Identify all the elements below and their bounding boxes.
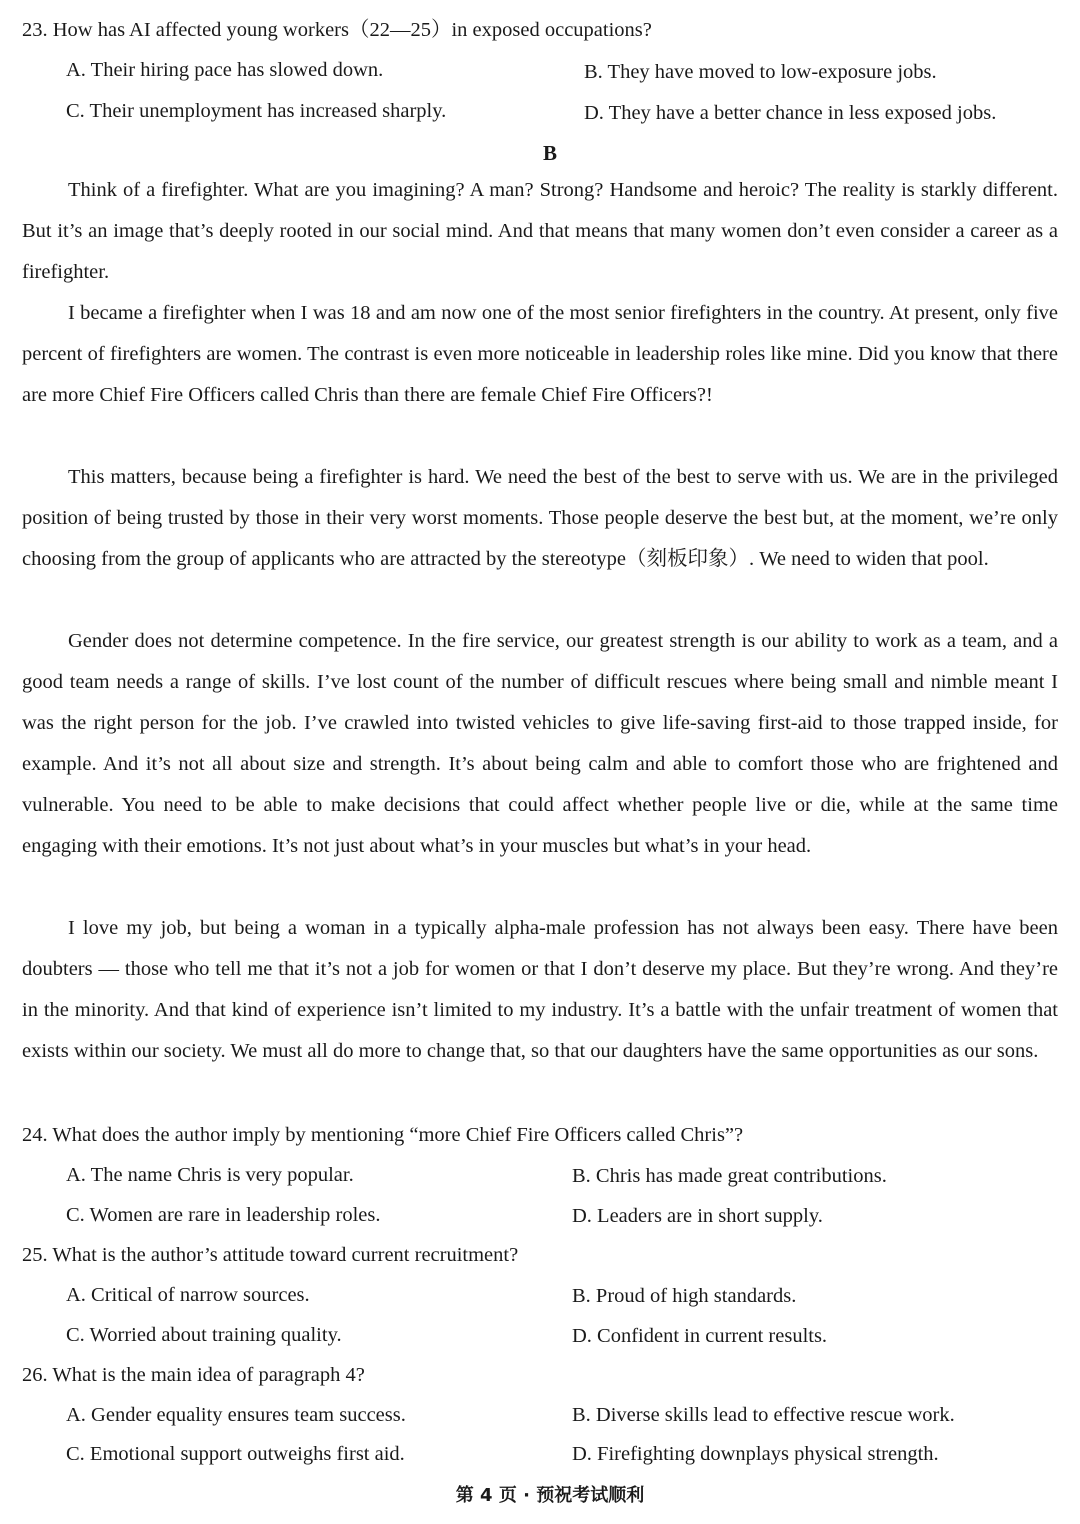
- passage-paragraph-2: I became a firefighter when I was 18 and am now one of the most senior firefighters in the country. At present, only five percent of firefighters are women. The contrast is even more noticeable in leadership roles like mine. Did you know that there are more Chief Fire Officers called Chris than there are female Chief Fire Officers?!: [22, 302, 1058, 406]
- question-23-option-c: C. Their unemployment has increased sharply.: [66, 100, 447, 122]
- question-24-option-a: A. The name Chris is very popular.: [66, 1164, 354, 1186]
- question-24-option-c: C. Women are rare in leadership roles.: [66, 1204, 381, 1226]
- section-heading: B: [542, 141, 557, 165]
- question-25-stem: 25. What is the author’s attitude toward current recruitment?: [22, 1244, 519, 1266]
- question-26-option-a: A. Gender equality ensures team success.: [66, 1404, 406, 1426]
- passage-paragraph-4: Gender does not determine competence. In the fire service, our greatest strength is our ability to work as a team, and a good team needs a range of skills. I’ve lost count of the number of difficult rescues where being small and nimble meant I was the right person for the job. I’ve crawled into twisted vehicles to give life-saving first-aid to those trapped inside, for example. And it’s not all about size and strength. It’s about being calm and able to comfort those who are frightened and vulnerable. You need to be able to make decisions that could affect whether people live or die, while at the same time engaging with their emotions. It’s not just about what’s in your muscles but what’s in your head.: [22, 630, 1058, 857]
- page-footer: 第 4 页 · 预祝考试顺利: [455, 1485, 645, 1506]
- question-24-option-b: B. Chris has made great contributions.: [572, 1165, 887, 1187]
- question-23-option-d: D. They have a better chance in less exposed jobs.: [584, 102, 997, 124]
- passage-paragraph-3: This matters, because being a firefighter is hard. We need the best of the best to serve with us. We are in the privileged position of being trusted by those in their very worst moments. Those people deserve the best but, at the moment, we’re only choosing from the group of applicants who are attracted by the stereotype（刻板印象）. We need to widen that pool.: [22, 466, 1058, 570]
- question-25-option-a: A. Critical of narrow sources.: [66, 1284, 310, 1306]
- question-23-stem: 23. How has AI affected young workers（22—25）in exposed occupations?: [22, 19, 652, 41]
- question-25-option-b: B. Proud of high standards.: [572, 1285, 797, 1307]
- question-25-option-c: C. Worried about training quality.: [66, 1324, 342, 1346]
- question-26-option-b: B. Diverse skills lead to effective rescue work.: [572, 1404, 955, 1426]
- question-26-stem: 26. What is the main idea of paragraph 4?: [22, 1364, 365, 1386]
- question-23-option-b: B. They have moved to low-exposure jobs.: [584, 61, 937, 83]
- question-24-stem: 24. What does the author imply by mentioning “more Chief Fire Officers called Chris”?: [22, 1124, 744, 1146]
- question-26-option-c: C. Emotional support outweighs first aid.: [66, 1443, 405, 1465]
- question-23-option-a: A. Their hiring pace has slowed down.: [66, 59, 384, 81]
- question-26-option-d: D. Firefighting downplays physical strength.: [572, 1443, 939, 1465]
- passage-paragraph-5: I love my job, but being a woman in a typically alpha-male profession has not always been easy. There have been doubters — those who tell me that it’s not a job for women or that I don’t deserve my place. But they’re wrong. And they’re in the minority. And that kind of experience isn’t limited to my industry. It’s a battle with the unfair treatment of women that exists within our society. We must all do more to change that, so that our daughters have the same opportunities as our sons.: [22, 917, 1058, 1062]
- passage-paragraph-1: Think of a firefighter. What are you imagining? A man? Strong? Handsome and heroic? The reality is starkly different. But it’s an image that’s deeply rooted in our social mind. And that means that many women don’t even consider a career as a firefighter.: [22, 179, 1058, 283]
- question-25-option-d: D. Confident in current results.: [572, 1325, 828, 1347]
- question-24-option-d: D. Leaders are in short supply.: [572, 1205, 823, 1227]
